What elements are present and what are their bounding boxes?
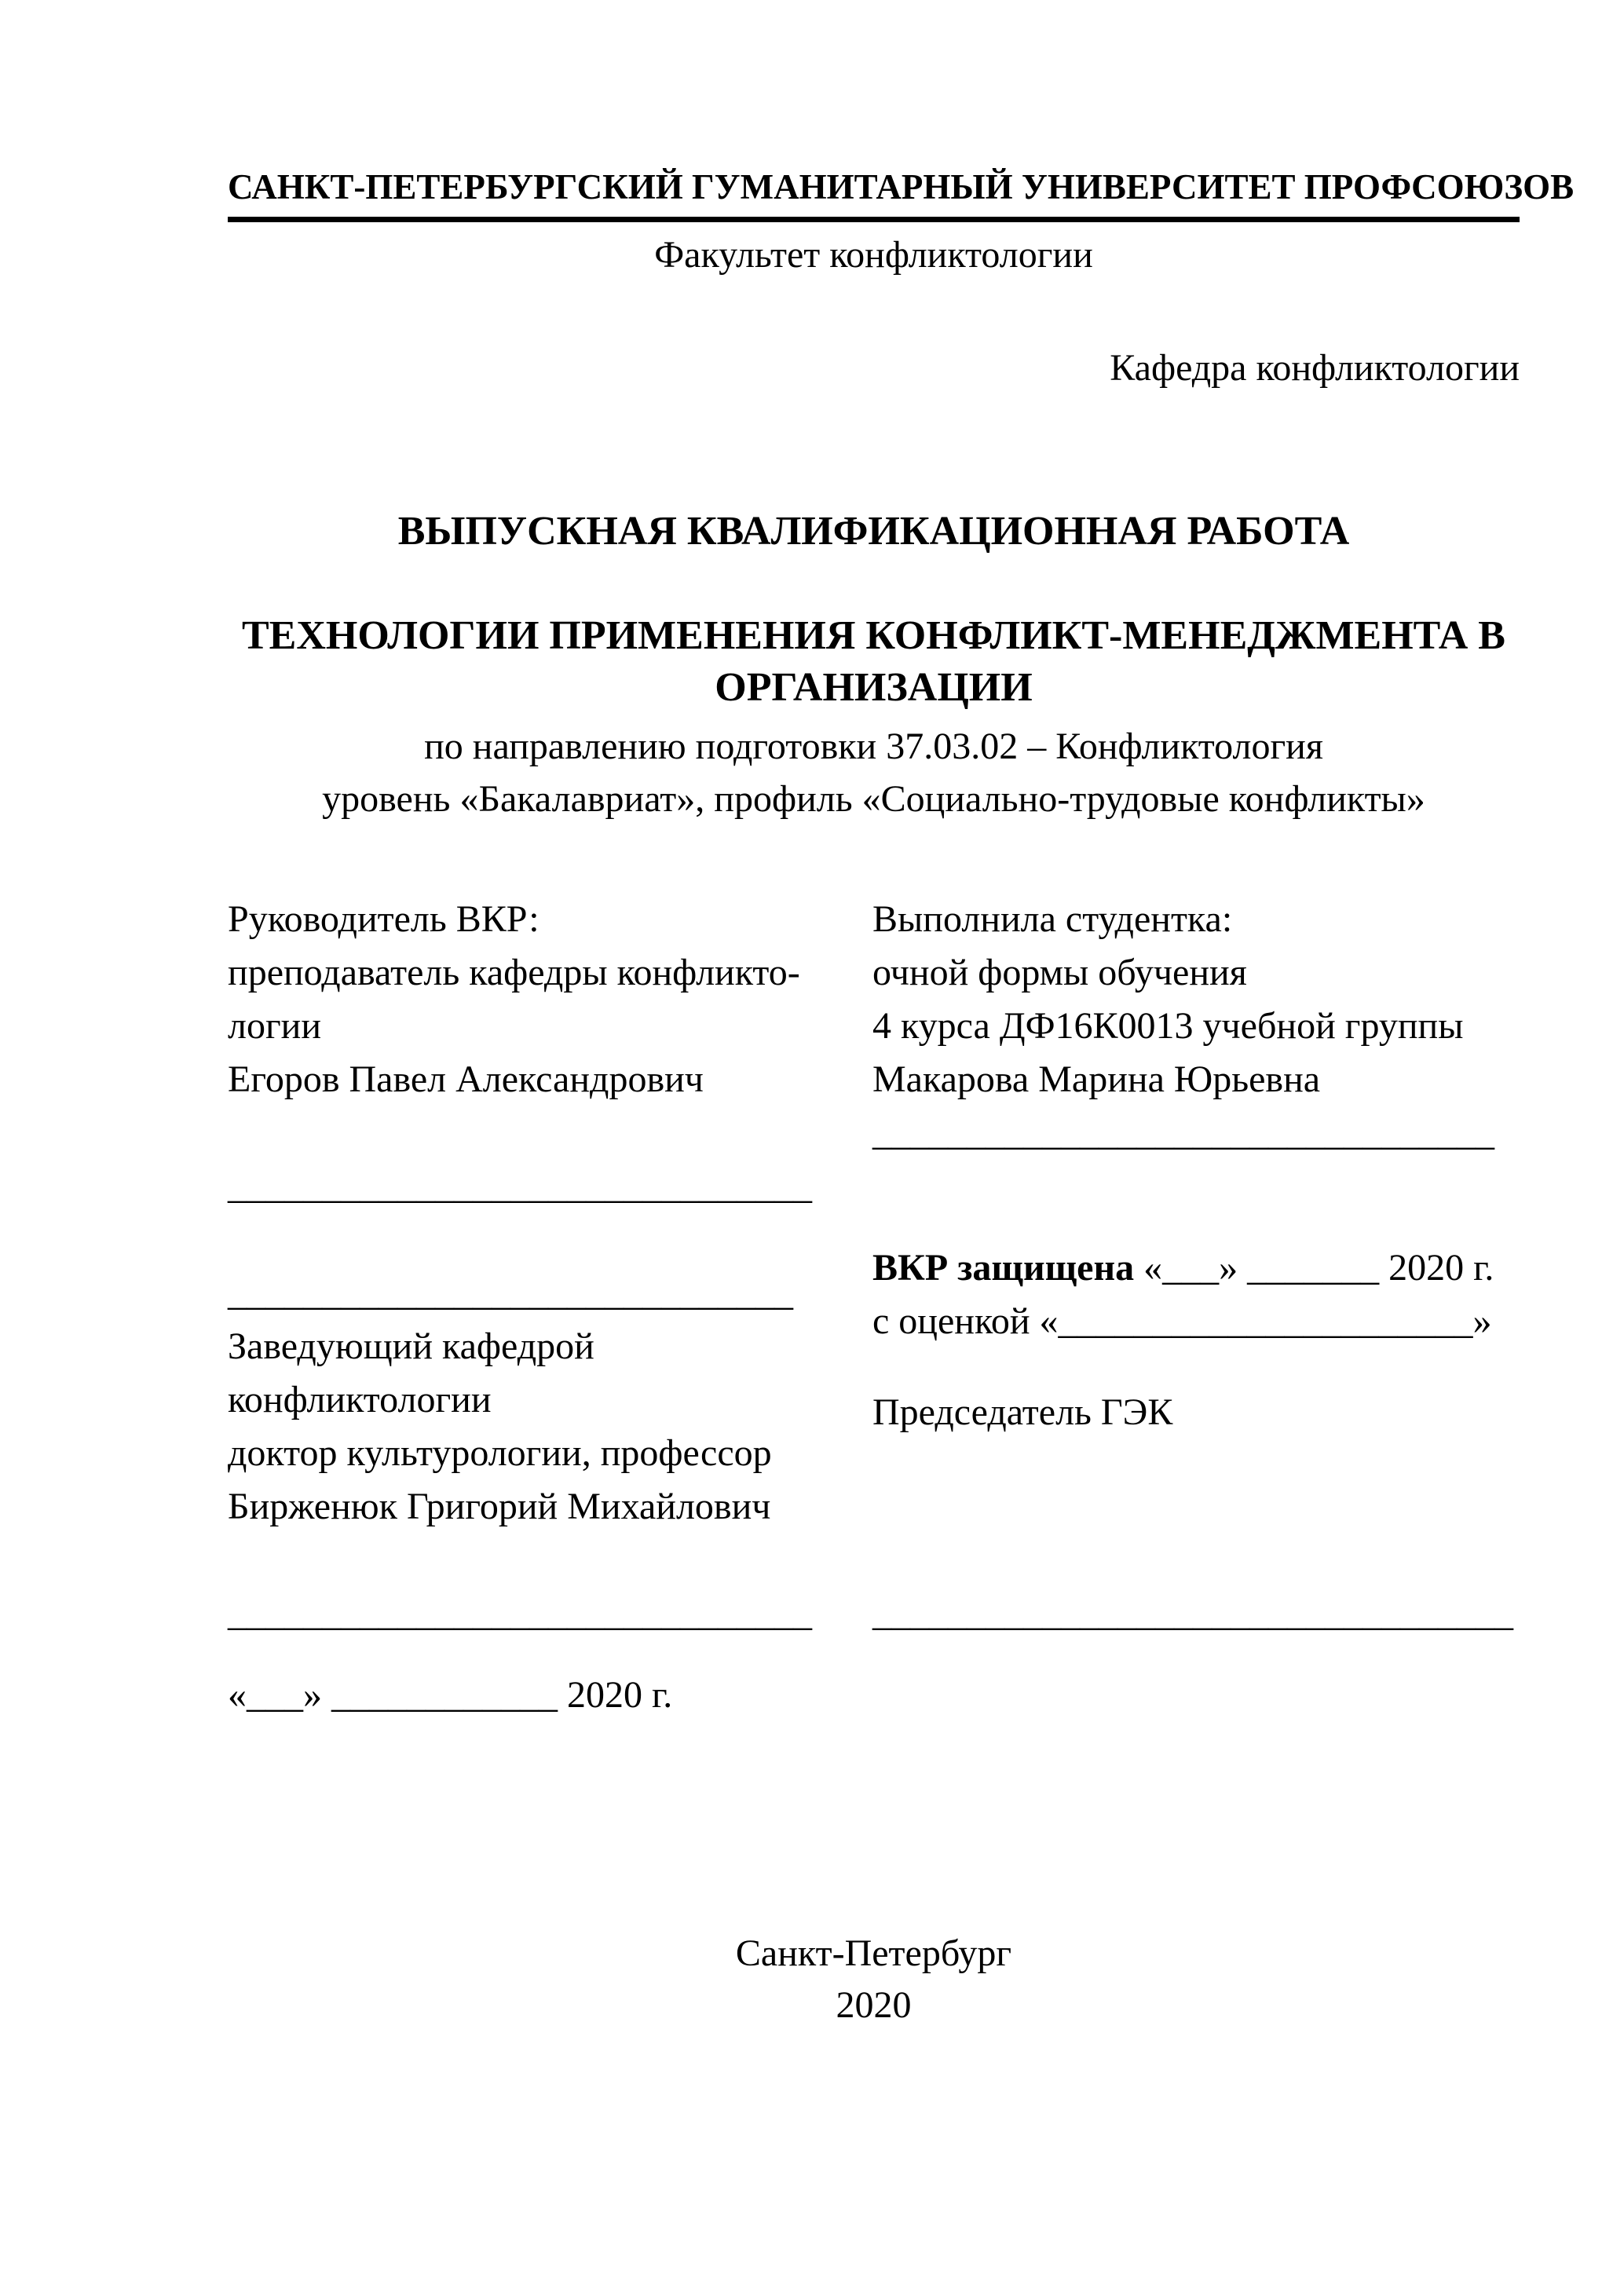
blank-spacer	[872, 1348, 1520, 1386]
head-degree: доктор культурологии, профессор	[228, 1432, 772, 1474]
defense-grade-blank: с оценкой «______________________»	[872, 1300, 1492, 1342]
department-name: Кафедра конфликтологии	[1110, 347, 1520, 389]
head-date-blank: «___» ____________ 2020 г.	[228, 1674, 673, 1716]
program-direction: по направлению подготовки 37.03.02 – Конфликтология	[424, 726, 1323, 767]
blank-line	[228, 1106, 832, 1160]
blank-spacer	[228, 1640, 832, 1669]
blank-spacer	[872, 1439, 1520, 1587]
student-name: Макарова Марина Юрьевна	[872, 1058, 1321, 1100]
supervisor-position-line1: преподаватель кафедры конфликто-	[228, 952, 800, 993]
head-position-line1: Заведующий кафедрой	[228, 1325, 594, 1367]
thesis-title-line1: ТЕХНОЛОГИИ ПРИМЕНЕНИЯ КОНФЛИКТ-МЕНЕДЖМЕНТА В	[242, 613, 1505, 658]
blank-line	[228, 1213, 832, 1267]
student-study-form: очной формы обучения	[872, 952, 1247, 993]
footer-year: 2020	[836, 1984, 912, 2026]
supervisor-name: Егоров Павел Александрович	[228, 1058, 704, 1100]
head-position-line2: конфликтологии	[228, 1379, 492, 1420]
thesis-title	[228, 610, 1520, 714]
supervisor-label: Руководитель ВКР:	[228, 898, 540, 940]
program-level-profile: уровень «Бакалавриат», профиль «Социально-трудовые конфликты»	[322, 778, 1425, 820]
chairman-label: Председатель ГЭК	[872, 1391, 1173, 1433]
defense-date-blank: «___» _______ 2020 г.	[1143, 1247, 1494, 1289]
supervisor-column	[228, 893, 832, 1722]
program-block	[228, 720, 1520, 825]
student-group: 4 курса ДФ16К0013 учебной группы	[872, 1005, 1464, 1047]
student-signature-line: _________________________________	[872, 1112, 1494, 1153]
footer-city: Санкт-Петербург	[735, 1932, 1012, 1974]
chairman-signature-line: __________________________________	[872, 1592, 1513, 1634]
supervisor-signature-line-2: ______________________________	[228, 1272, 793, 1314]
head-name: Бирженюк Григорий Михайлович	[228, 1486, 771, 1527]
head-signature-line: _______________________________	[228, 1592, 812, 1634]
defense-label: ВКР защищена	[872, 1247, 1135, 1289]
blank-line	[228, 1534, 832, 1587]
thesis-title-line2: ОРГАНИЗАЦИИ	[715, 665, 1033, 710]
blank-line	[872, 1160, 1520, 1213]
footer	[228, 1928, 1520, 2031]
student-label: Выполнила студентка:	[872, 898, 1233, 940]
defense-date-line	[872, 1241, 1520, 1295]
university-name: САНКТ-ПЕТЕРБУРГСКИЙ ГУМАНИТАРНЫЙ УНИВЕРСИТЕТ ПРОФСОЮЗОВ	[228, 165, 1520, 222]
blank-spacer	[872, 1213, 1520, 1241]
supervisor-signature-line-1: _______________________________	[228, 1165, 812, 1207]
faculty-name: Факультет конфликтологии	[654, 234, 1093, 276]
signature-section	[228, 893, 1520, 1722]
supervisor-position-line2: логии	[228, 1005, 322, 1047]
work-type-heading: ВЫПУСКНАЯ КВАЛИФИКАЦИОННАЯ РАБОТА	[397, 509, 1350, 554]
student-column	[872, 893, 1520, 1722]
